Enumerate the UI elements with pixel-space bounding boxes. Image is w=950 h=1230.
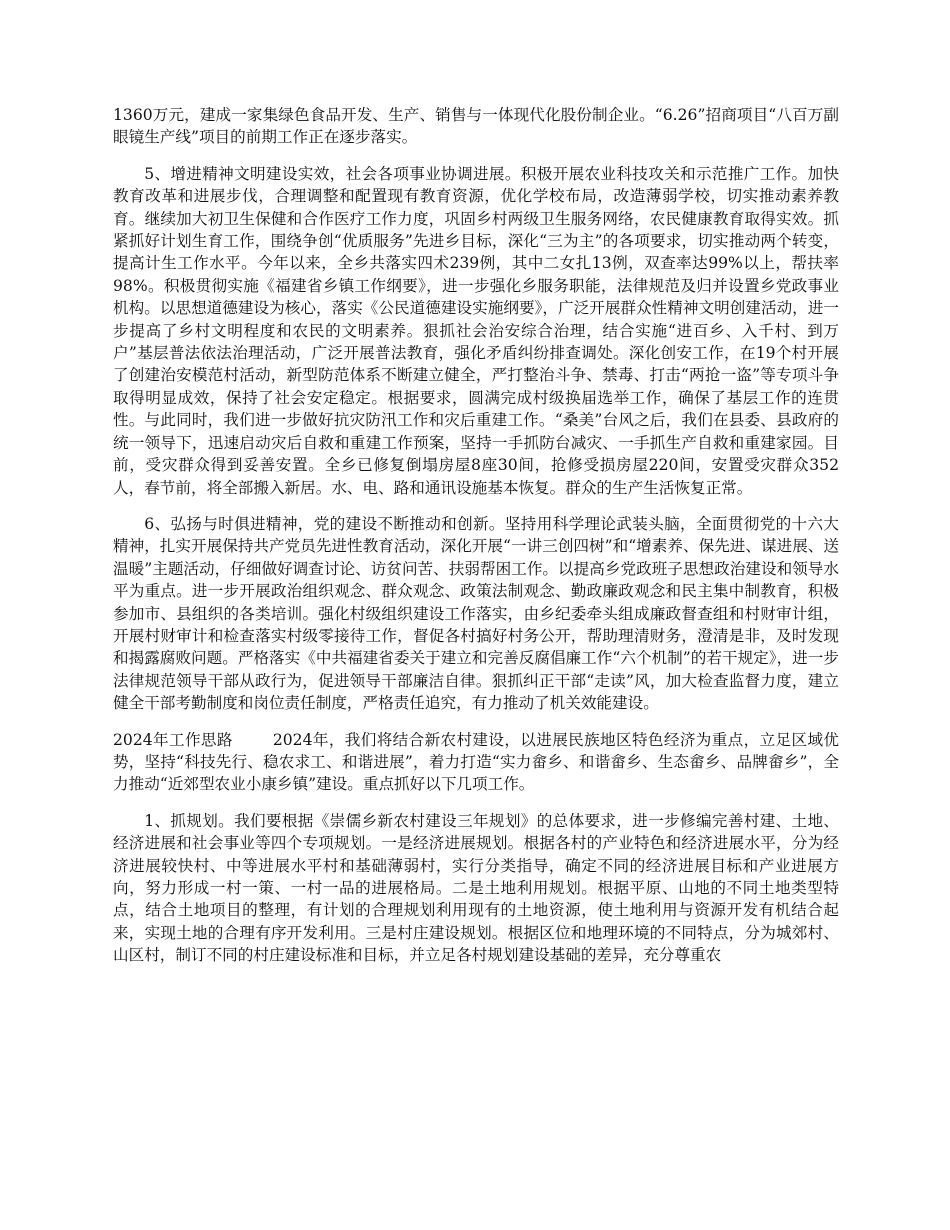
section-heading: 2024年工作思路 bbox=[113, 730, 233, 749]
paragraph-plan-item-1: 1、抓规划。我们要根据《崇儒乡新农村建设三年规划》的总体要求，进一步修编完善村建、土地、经济进展和社会事业等四个专项规划。一是经济进展规划。根据各村的产业特色和经济进展水平，分为经济进展较快村、中等进展水平村和基础薄弱村，实行分类指导，确定不同的经济进展目标和产业进展方向，努力形成一村一策、一村一品的进展格局。二是土地利用规划。根据平原、山地的不同土地类型特点，结合土地项目的整理，有计划的合理规划利用现有的土地资源，使土地利用与资源开发有机结合起来，实现土地的合理有序开发利用。三是村庄建设规划。根据区位和地理环境的不同特点，分为城郊村、山区村，制订不同的村庄建设标准和目标，并立足各村规划建设基础的差异，充分尊重农 bbox=[113, 811, 839, 965]
paragraph-item-5: 5、增进精神文明建设实效，社会各项事业协调进展。积极开展农业科技攻关和示范推广工作。加快教育改革和进展步伐，合理调整和配置现有教育资源，优化学校布局，改造薄弱学校，切实推动素养教育。继续加大初卫生保健和合作医疗工作力度，巩固乡村两级卫生服务网络，农民健康教育取得实效。抓紧抓好计划生育工作，围绕争创“优质服务”先进乡目标，深化“三为主”的各项要求，切实推动两个转变，提高计生工作水平。今年以来，全乡共落实四术239例，其中二女扎13例，双查率达99%以上，帮扶率98%。积极贯彻实施《福建省乡镇工作纲要》，进一步强化乡服务职能，法律规范及归并设置乡党政事业机构。以思想道德建设为核心，落实《公民道德建设实施纲要》，广泛开展群众性精神文明创建活动，进一步提高了乡村文明程度和农民的文明素养。狠抓社会治安综合治理，结合实施“进百乡、入千村、到万户”基层普法依法治理活动，广泛开展普法教育，强化矛盾纠纷排查调处。深化创安工作，在19个村开展了创建治安模范村活动，新型防范体系不断建立健全，严打整治斗争、禁毒、打击“两抢一盗”等专项斗争取得明显成效，保持了社会安定稳定。根据要求，圆满完成村级换届选举工作，确保了基层工作的连贯性。与此同时，我们进一步做好抗灾防汛工作和灾后重建工作。“桑美”台风之后，我们在县委、县政府的统一领导下，迅速启动灾后自救和重建工作预案，坚持一手抓防台减灾、一手抓生产自救和重建家园。目前，受灾群众得到妥善安置。全乡已修复倒塌房屋8座30间，抢修受损房屋220间，安置受灾群众352人，春节前，将全部搬入新居。水、电、路和通讯设施基本恢复。群众的生产生活恢复正常。 bbox=[113, 164, 839, 497]
paragraph-continuation: 1360万元，建成一家集绿色食品开发、生产、销售与一体现代化股份制企业。“6.26”招商项目“八百万副眼镜生产线”项目的前期工作正在逐步落实。 bbox=[113, 106, 839, 147]
paragraph-item-6: 6、弘扬与时俱进精神，党的建设不断推动和创新。坚持用科学理论武装头脑，全面贯彻党的十六大精神，扎实开展保持共产党员先进性教育活动，深化开展“一讲三创四树”和“增素养、保先进、谋进展、送温暖”主题活动，仔细做好调查讨论、访贫问苦、扶弱帮困工作。以提高乡党政班子思想政治建设和领导水平为重点。进一步开展政治组织观念、群众观念、政策法制观念、勤政廉政观念和民主集中制教育，积极参加市、县组织的各类培训。强化村级组织建设工作落实，由乡纪委牵头组成廉政督查组和村财审计组，开展村财审计和检查落实村级零接待工作，督促各村搞好村务公开，帮助理清财务，澄清是非，及时发现和揭露腐败问题。严格落实《中共福建省委关于建立和完善反腐倡廉工作“六个机制”的若干规定》，进一步法律规范领导干部从政行为，促进领导干部廉洁自律。狠抓纠正干部“走读”风，加大检查监督力度，建立健全干部考勤制度和岗位责任制度，严格责任追究，有力推动了机关效能建设。 bbox=[113, 514, 839, 713]
section-paragraph bbox=[113, 729, 839, 796]
document-body bbox=[113, 104, 839, 981]
section-intro: 2024年，我们将结合新农村建设，以进展民族地区特色经济为重点，立足区域优势，坚持“科技先行、稳农求工、和谐进展”，着力打造“实力畲乡、和谐畲乡、生态畲乡、品牌畲乡”，全力推动“近郊型农业小康乡镇”建设。重点抓好以下几项工作。 bbox=[113, 730, 840, 794]
